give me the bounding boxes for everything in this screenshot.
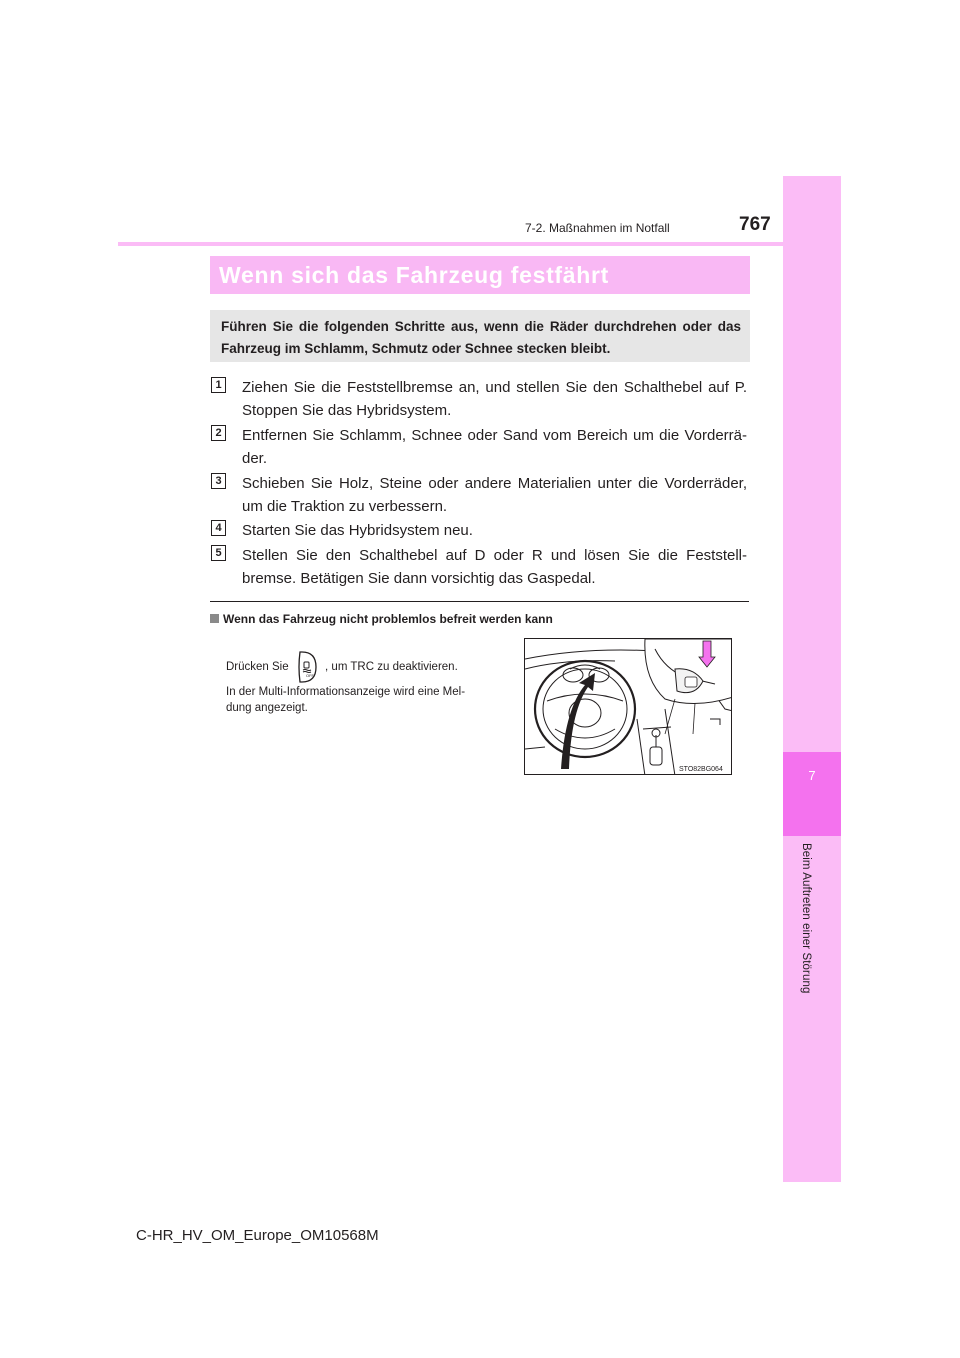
step-text: Ziehen Sie die Feststellbremse an, und stellen Sie den Schalthebel auf P. Stoppen Sie das Hybridsystem. <box>242 379 747 419</box>
step-number: 3 <box>211 473 226 489</box>
trc-off-button-icon <box>296 650 318 684</box>
note-heading <box>210 612 553 626</box>
note-heading-text: Wenn das Fahrzeug nicht problemlos befreit werden kann <box>223 612 553 626</box>
page-number: 767 <box>739 214 771 235</box>
step-text: Entfernen Sie Schlamm, Schnee oder Sand vom Bereich um die Vorderrä-der. <box>242 427 747 467</box>
step-number: 4 <box>211 520 226 536</box>
step-number: 2 <box>211 425 226 441</box>
bullet-square-icon <box>210 614 219 623</box>
step-text: Stellen Sie den Schalthebel auf D oder R und lösen Sie die Feststell-bremse. Betätigen Sie dann vorsichtig das Gaspedal. <box>242 547 747 587</box>
section-label: 7-2. Maßnahmen im Notfall <box>525 221 670 235</box>
steering-wheel-illustration <box>525 639 732 775</box>
step-number: 1 <box>211 377 226 393</box>
footer-code: C-HR_HV_OM_Europe_OM10568M <box>136 1227 379 1244</box>
press-text-before: Drücken Sie <box>226 661 289 674</box>
figure-code: STO82BG064 <box>679 766 723 773</box>
section-divider <box>210 601 749 602</box>
chapter-title: Beim Auftreten einer Störung <box>800 843 812 994</box>
page-title: Wenn sich das Fahrzeug festfährt <box>210 256 750 294</box>
step-number: 5 <box>211 545 226 561</box>
step-text: Schieben Sie Holz, Steine oder andere Materialien unter die Vorderräder, um die Traktion zu verbessern. <box>242 475 747 515</box>
note-line: dung angezeigt. <box>226 702 308 714</box>
step-text: Starten Sie das Hybridsystem neu. <box>242 522 473 539</box>
chapter-number: 7 <box>808 768 816 783</box>
dashboard-illustration <box>524 638 732 775</box>
note-line: In der Multi-Informationsanzeige wird eine Mel- <box>226 686 466 698</box>
intro-box: Führen Sie die folgenden Schritte aus, wenn die Räder durchdrehen oder das Fahrzeug im Schlamm, Schmutz oder Schnee stecken bleibt. <box>210 310 750 362</box>
chapter-side-tab <box>783 176 841 1182</box>
press-text-after: , um TRC zu deaktivieren. <box>325 661 458 674</box>
note-line-press <box>226 650 458 684</box>
svg-text:OFF: OFF <box>305 673 314 678</box>
header-rule <box>118 242 783 246</box>
chapter-tab-active <box>783 752 841 836</box>
